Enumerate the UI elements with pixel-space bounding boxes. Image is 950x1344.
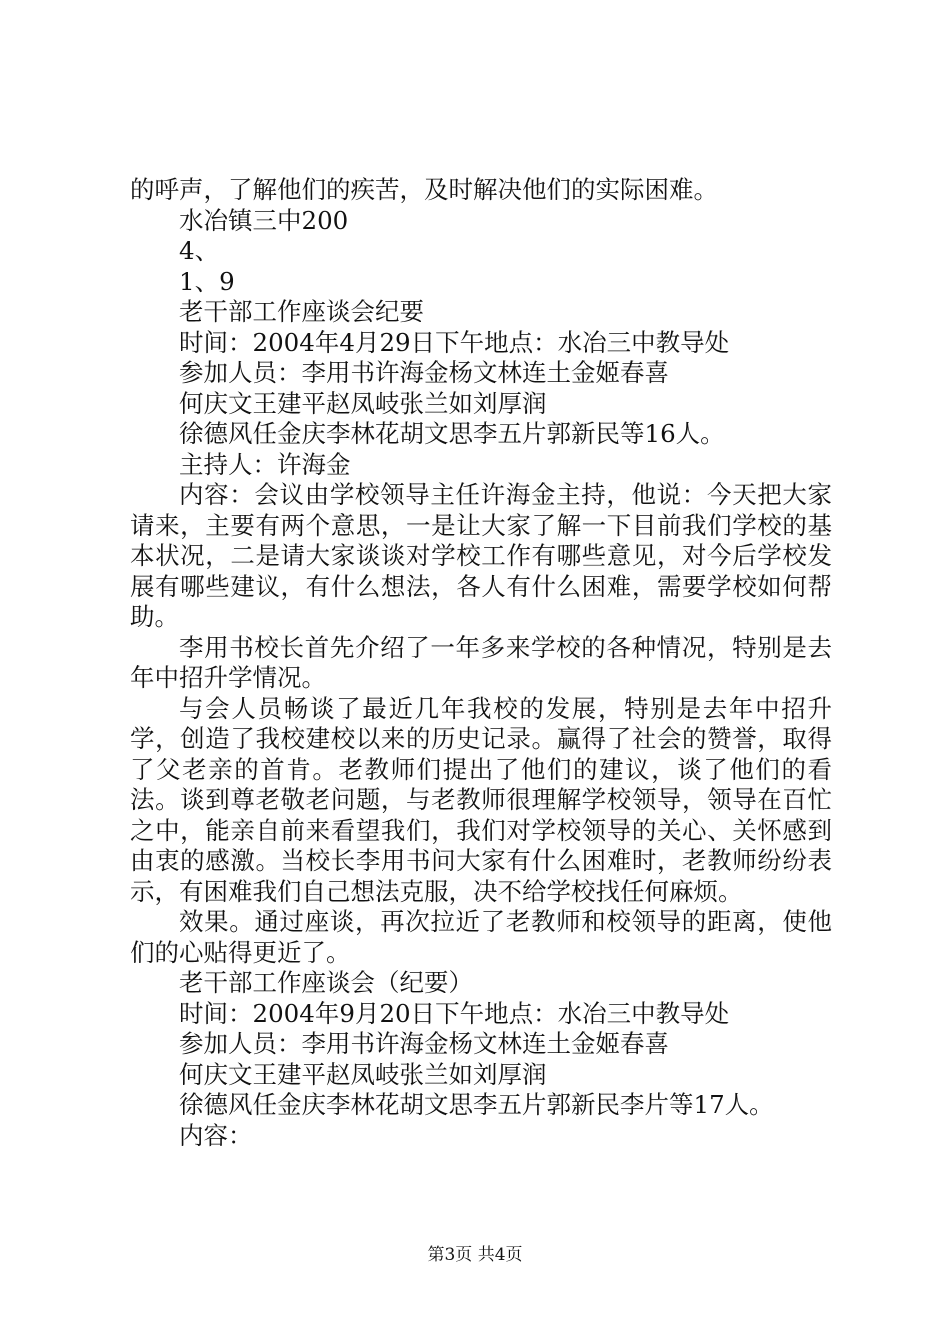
meeting-content: 内容： bbox=[179, 1120, 253, 1150]
document-body bbox=[130, 175, 832, 1151]
meeting-content: 内容：会议由学校领导主任许海金主持，他说：今天把大家请来，主要有两个意思，一是让大家了解一下目前我们学校的基本状况，二是请大家谈谈对学校工作有哪些意见，对今后学校发展有哪些建议，有什么想法，各人有什么困难，需要学校如何帮助。 bbox=[130, 480, 832, 631]
meeting-effect: 效果。通过座谈，再次拉近了老教师和校领导的距离，使他们的心贴得更近了。 bbox=[130, 907, 832, 967]
meeting-participants: 参加人员：李用书许海金杨文林连土金姬春喜 bbox=[179, 358, 669, 387]
meeting-participants: 徐德风任金庆李林花胡文思李五片郭新民等16人。 bbox=[179, 419, 725, 448]
meeting-participants: 何庆文王建平赵凤岐张兰如刘厚润 bbox=[179, 388, 547, 418]
meeting-host: 主持人：许海金 bbox=[179, 449, 351, 479]
meeting-participants: 参加人员：李用书许海金杨文林连土金姬春喜 bbox=[179, 1029, 669, 1058]
paragraph-continuation: 的呼声，了解他们的疾苦，及时解决他们的实际困难。 bbox=[130, 175, 718, 204]
meeting-time: 时间：2004年4月29日下午地点：水冶三中教导处 bbox=[179, 327, 730, 357]
section-title: 老干部工作座谈会（纪要） bbox=[179, 968, 473, 997]
page-number: 第3页 共4页 bbox=[427, 1245, 523, 1265]
paragraph-signature-org: 水冶镇三中200 bbox=[179, 205, 349, 235]
meeting-content: 李用书校长首先介绍了一年多来学校的各种情况，特别是去年中招升学情况。 bbox=[130, 632, 832, 692]
meeting-time: 时间：2004年9月20日下午地点：水冶三中教导处 bbox=[179, 998, 730, 1028]
meeting-participants: 徐德风任金庆李林花胡文思李五片郭新民李片等17人。 bbox=[179, 1090, 774, 1119]
meeting-participants: 何庆文王建平赵凤岐张兰如刘厚润 bbox=[179, 1059, 547, 1089]
paragraph-signature-date-part: 4、 bbox=[179, 236, 220, 265]
paragraph-signature-date-part: 1、9 bbox=[179, 266, 235, 296]
section-title: 老干部工作座谈会纪要 bbox=[179, 297, 424, 326]
meeting-content: 与会人员畅谈了最近几年我校的发展，特别是去年中招升学，创造了我校建校以来的历史记录。赢得了社会的赞誉，取得了父老亲的首肯。老教师们提出了他们的建议，谈了他们的看法。谈到尊老敬老问题，与老教师很理解学校领导，领导在百忙之中，能亲自前来看望我们，我们对学校领导的关心、关怀感到由衷的感激。当校长李用书问大家有什么困难时，老教师纷纷表示，有困难我们自己想法克服，决不给学校找任何麻烦。 bbox=[130, 693, 832, 906]
